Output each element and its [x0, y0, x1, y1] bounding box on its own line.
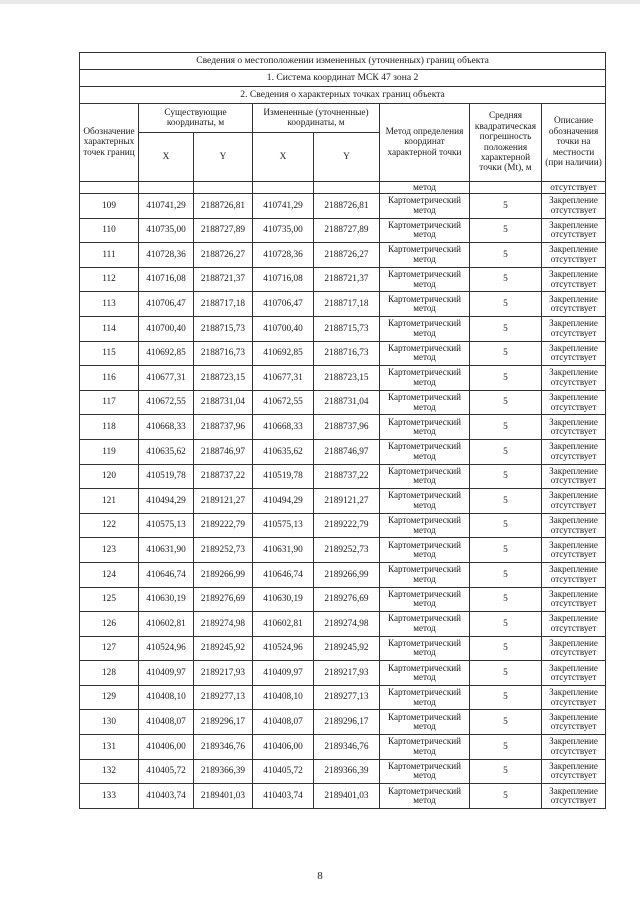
continuation-empty — [194, 182, 253, 194]
existing-x-cell: 410409,97 — [139, 661, 194, 686]
point-number-cell: 131 — [80, 735, 139, 760]
continuation-method: метод — [380, 182, 470, 194]
description-cell: Закрепление отсутствует — [542, 587, 606, 612]
description-cell: Закрепление отсутствует — [542, 538, 606, 563]
method-cell: Картометрический метод — [380, 194, 470, 219]
error-cell: 5 — [470, 587, 542, 612]
continuation-description: отсутствует — [542, 182, 606, 194]
existing-y-cell: 2188716,73 — [194, 341, 253, 366]
changed-x-cell: 410524,96 — [253, 636, 314, 661]
changed-y-cell: 2188717,18 — [314, 292, 380, 317]
header-changed-coordinates: Измененные (уточненные) координаты, м — [253, 104, 380, 133]
method-cell: Картометрический метод — [380, 710, 470, 735]
changed-x-cell: 410635,62 — [253, 439, 314, 464]
method-cell: Картометрический метод — [380, 415, 470, 440]
changed-x-cell: 410406,00 — [253, 735, 314, 760]
existing-x-cell: 410635,62 — [139, 439, 194, 464]
changed-x-cell: 410672,55 — [253, 390, 314, 415]
existing-x-cell: 410494,29 — [139, 489, 194, 514]
changed-y-cell: 2188727,89 — [314, 218, 380, 243]
changed-x-cell: 410408,07 — [253, 710, 314, 735]
changed-y-cell: 2188731,04 — [314, 390, 380, 415]
changed-x-cell: 410677,31 — [253, 366, 314, 391]
error-cell: 5 — [470, 243, 542, 268]
existing-y-cell: 2189266,99 — [194, 562, 253, 587]
point-number-cell: 123 — [80, 538, 139, 563]
continuation-empty — [314, 182, 380, 194]
description-cell: Закрепление отсутствует — [542, 784, 606, 809]
description-cell: Закрепление отсутствует — [542, 292, 606, 317]
description-cell: Закрепление отсутствует — [542, 612, 606, 637]
method-cell: Картометрический метод — [380, 587, 470, 612]
method-cell: Картометрический метод — [380, 685, 470, 710]
error-cell: 5 — [470, 513, 542, 538]
method-cell: Картометрический метод — [380, 735, 470, 760]
changed-y-cell: 2189245,92 — [314, 636, 380, 661]
existing-x-cell: 410408,07 — [139, 710, 194, 735]
existing-x-cell: 410575,13 — [139, 513, 194, 538]
existing-y-cell: 2188726,81 — [194, 194, 253, 219]
existing-y-cell: 2189366,39 — [194, 759, 253, 784]
point-number-cell: 114 — [80, 316, 139, 341]
existing-y-cell: 2189217,93 — [194, 661, 253, 686]
changed-y-cell: 2189217,93 — [314, 661, 380, 686]
table-row — [80, 784, 606, 809]
table-row — [80, 587, 606, 612]
table-row — [80, 735, 606, 760]
continuation-empty — [470, 182, 542, 194]
table-row — [80, 513, 606, 538]
coordinate-system: 1. Система координат МСК 47 зона 2 — [80, 70, 606, 87]
method-cell: Картометрический метод — [380, 218, 470, 243]
table-row — [80, 267, 606, 292]
existing-x-cell: 410602,81 — [139, 612, 194, 637]
header-existing-y: Y — [194, 133, 253, 182]
point-number-cell: 132 — [80, 759, 139, 784]
changed-y-cell: 2189346,76 — [314, 735, 380, 760]
page-number: 8 — [317, 870, 323, 882]
description-cell: Закрепление отсутствует — [542, 636, 606, 661]
table-row — [80, 243, 606, 268]
error-cell: 5 — [470, 415, 542, 440]
existing-y-cell: 2188746,97 — [194, 439, 253, 464]
header-method: Метод определения координат характерной точки — [380, 104, 470, 182]
table-row — [80, 415, 606, 440]
table-row — [80, 194, 606, 219]
error-cell: 5 — [470, 292, 542, 317]
error-cell: 5 — [470, 636, 542, 661]
error-cell: 5 — [470, 710, 542, 735]
method-cell: Картометрический метод — [380, 513, 470, 538]
point-number-cell: 109 — [80, 194, 139, 219]
continuation-empty — [253, 182, 314, 194]
point-number-cell: 121 — [80, 489, 139, 514]
method-cell: Картометрический метод — [380, 439, 470, 464]
header-changed-x: X — [253, 133, 314, 182]
error-cell: 5 — [470, 390, 542, 415]
header-existing-x: X — [139, 133, 194, 182]
changed-y-cell: 2189277,13 — [314, 685, 380, 710]
existing-y-cell: 2189277,13 — [194, 685, 253, 710]
description-cell: Закрепление отсутствует — [542, 685, 606, 710]
existing-y-cell: 2189276,69 — [194, 587, 253, 612]
point-number-cell: 120 — [80, 464, 139, 489]
existing-x-cell: 410700,40 — [139, 316, 194, 341]
changed-x-cell: 410519,78 — [253, 464, 314, 489]
continuation-row — [80, 182, 606, 194]
method-cell: Картометрический метод — [380, 489, 470, 514]
existing-y-cell: 2188721,37 — [194, 267, 253, 292]
description-cell: Закрепление отсутствует — [542, 489, 606, 514]
table-row — [80, 538, 606, 563]
point-number-cell: 119 — [80, 439, 139, 464]
changed-y-cell: 2189222,79 — [314, 513, 380, 538]
method-cell: Картометрический метод — [380, 636, 470, 661]
error-cell: 5 — [470, 341, 542, 366]
table-row — [80, 292, 606, 317]
method-cell: Картометрический метод — [380, 464, 470, 489]
points-section-title: 2. Сведения о характерных точках границ объекта — [80, 87, 606, 104]
existing-y-cell: 2188726,27 — [194, 243, 253, 268]
changed-x-cell: 410408,10 — [253, 685, 314, 710]
changed-x-cell: 410405,72 — [253, 759, 314, 784]
point-number-cell: 110 — [80, 218, 139, 243]
table-row — [80, 489, 606, 514]
continuation-empty — [139, 182, 194, 194]
changed-y-cell: 2189366,39 — [314, 759, 380, 784]
error-cell: 5 — [470, 366, 542, 391]
existing-y-cell: 2189296,17 — [194, 710, 253, 735]
table-row — [80, 661, 606, 686]
method-cell: Картометрический метод — [380, 390, 470, 415]
changed-y-cell: 2188726,81 — [314, 194, 380, 219]
existing-y-cell: 2189245,92 — [194, 636, 253, 661]
error-cell: 5 — [470, 759, 542, 784]
existing-x-cell: 410706,47 — [139, 292, 194, 317]
changed-x-cell: 410575,13 — [253, 513, 314, 538]
point-number-cell: 111 — [80, 243, 139, 268]
changed-x-cell: 410630,19 — [253, 587, 314, 612]
point-number-cell: 130 — [80, 710, 139, 735]
table-row — [80, 636, 606, 661]
existing-y-cell: 2189274,98 — [194, 612, 253, 637]
changed-x-cell: 410494,29 — [253, 489, 314, 514]
existing-x-cell: 410735,00 — [139, 218, 194, 243]
existing-x-cell: 410646,74 — [139, 562, 194, 587]
method-cell: Картометрический метод — [380, 538, 470, 563]
changed-x-cell: 410602,81 — [253, 612, 314, 637]
existing-x-cell: 410406,00 — [139, 735, 194, 760]
description-cell: Закрепление отсутствует — [542, 415, 606, 440]
scan-edge — [0, 0, 640, 4]
error-cell: 5 — [470, 735, 542, 760]
changed-y-cell: 2188746,97 — [314, 439, 380, 464]
changed-y-cell: 2189276,69 — [314, 587, 380, 612]
point-number-cell: 129 — [80, 685, 139, 710]
point-number-cell: 133 — [80, 784, 139, 809]
existing-x-cell: 410403,74 — [139, 784, 194, 809]
error-cell: 5 — [470, 316, 542, 341]
error-cell: 5 — [470, 194, 542, 219]
existing-y-cell: 2188717,18 — [194, 292, 253, 317]
method-cell: Картометрический метод — [380, 759, 470, 784]
changed-x-cell: 410700,40 — [253, 316, 314, 341]
error-cell: 5 — [470, 218, 542, 243]
changed-y-cell: 2189401,03 — [314, 784, 380, 809]
method-cell: Картометрический метод — [380, 661, 470, 686]
existing-x-cell: 410741,29 — [139, 194, 194, 219]
description-cell: Закрепление отсутствует — [542, 341, 606, 366]
table-row — [80, 341, 606, 366]
description-cell: Закрепление отсутствует — [542, 439, 606, 464]
header-point-name: Обозначение характерных точек границ — [80, 104, 139, 182]
changed-x-cell: 410706,47 — [253, 292, 314, 317]
error-cell: 5 — [470, 464, 542, 489]
changed-y-cell: 2188716,73 — [314, 341, 380, 366]
existing-y-cell: 2188737,22 — [194, 464, 253, 489]
table-row — [80, 562, 606, 587]
error-cell: 5 — [470, 784, 542, 809]
description-cell: Закрепление отсутствует — [542, 194, 606, 219]
existing-y-cell: 2189121,27 — [194, 489, 253, 514]
changed-x-cell: 410692,85 — [253, 341, 314, 366]
error-cell: 5 — [470, 267, 542, 292]
method-cell: Картометрический метод — [380, 267, 470, 292]
error-cell: 5 — [470, 562, 542, 587]
description-cell: Закрепление отсутствует — [542, 390, 606, 415]
existing-x-cell: 410631,90 — [139, 538, 194, 563]
description-cell: Закрепление отсутствует — [542, 218, 606, 243]
existing-y-cell: 2188715,73 — [194, 316, 253, 341]
existing-x-cell: 410716,08 — [139, 267, 194, 292]
existing-x-cell: 410524,96 — [139, 636, 194, 661]
changed-x-cell: 410735,00 — [253, 218, 314, 243]
method-cell: Картометрический метод — [380, 366, 470, 391]
existing-y-cell: 2188727,89 — [194, 218, 253, 243]
changed-y-cell: 2188737,96 — [314, 415, 380, 440]
table-row — [80, 759, 606, 784]
table-row — [80, 316, 606, 341]
method-cell: Картометрический метод — [380, 612, 470, 637]
existing-y-cell: 2189252,73 — [194, 538, 253, 563]
changed-y-cell: 2189266,99 — [314, 562, 380, 587]
changed-x-cell: 410728,36 — [253, 243, 314, 268]
point-number-cell: 127 — [80, 636, 139, 661]
existing-y-cell: 2189346,76 — [194, 735, 253, 760]
table-row — [80, 439, 606, 464]
changed-y-cell: 2188715,73 — [314, 316, 380, 341]
method-cell: Картометрический метод — [380, 316, 470, 341]
changed-y-cell: 2188737,22 — [314, 464, 380, 489]
table-row — [80, 366, 606, 391]
header-description: Описание обозначения точки на местности (при наличии) — [542, 104, 606, 182]
header-error: Средняя квадратическая погрешность положения характерной точки (Mt), м — [470, 104, 542, 182]
table-row — [80, 685, 606, 710]
method-cell: Картометрический метод — [380, 243, 470, 268]
description-cell: Закрепление отсутствует — [542, 513, 606, 538]
changed-y-cell: 2188723,15 — [314, 366, 380, 391]
changed-y-cell: 2189121,27 — [314, 489, 380, 514]
existing-x-cell: 410668,33 — [139, 415, 194, 440]
changed-x-cell: 410403,74 — [253, 784, 314, 809]
existing-y-cell: 2189401,03 — [194, 784, 253, 809]
point-number-cell: 125 — [80, 587, 139, 612]
changed-y-cell: 2189296,17 — [314, 710, 380, 735]
existing-y-cell: 2188723,15 — [194, 366, 253, 391]
continuation-empty — [80, 182, 139, 194]
existing-x-cell: 410692,85 — [139, 341, 194, 366]
existing-y-cell: 2188737,96 — [194, 415, 253, 440]
changed-y-cell: 2188721,37 — [314, 267, 380, 292]
description-cell: Закрепление отсутствует — [542, 316, 606, 341]
table-row — [80, 710, 606, 735]
point-number-cell: 117 — [80, 390, 139, 415]
changed-x-cell: 410716,08 — [253, 267, 314, 292]
description-cell: Закрепление отсутствует — [542, 464, 606, 489]
existing-x-cell: 410728,36 — [139, 243, 194, 268]
description-cell: Закрепление отсутствует — [542, 661, 606, 686]
description-cell: Закрепление отсутствует — [542, 243, 606, 268]
point-number-cell: 113 — [80, 292, 139, 317]
error-cell: 5 — [470, 439, 542, 464]
changed-y-cell: 2189252,73 — [314, 538, 380, 563]
existing-x-cell: 410408,10 — [139, 685, 194, 710]
description-cell: Закрепление отсутствует — [542, 759, 606, 784]
changed-x-cell: 410741,29 — [253, 194, 314, 219]
changed-x-cell: 410409,97 — [253, 661, 314, 686]
description-cell: Закрепление отсутствует — [542, 267, 606, 292]
error-cell: 5 — [470, 661, 542, 686]
error-cell: 5 — [470, 538, 542, 563]
table-row — [80, 612, 606, 637]
method-cell: Картометрический метод — [380, 562, 470, 587]
point-number-cell: 112 — [80, 267, 139, 292]
table-row — [80, 464, 606, 489]
point-number-cell: 126 — [80, 612, 139, 637]
method-cell: Картометрический метод — [380, 341, 470, 366]
table-title: Сведения о местоположении измененных (уточненных) границ объекта — [80, 53, 606, 70]
error-cell: 5 — [470, 489, 542, 514]
point-number-cell: 116 — [80, 366, 139, 391]
error-cell: 5 — [470, 685, 542, 710]
changed-x-cell: 410646,74 — [253, 562, 314, 587]
existing-y-cell: 2189222,79 — [194, 513, 253, 538]
table-row — [80, 390, 606, 415]
existing-x-cell: 410519,78 — [139, 464, 194, 489]
point-number-cell: 124 — [80, 562, 139, 587]
header-existing-coordinates: Существующие координаты, м — [139, 104, 253, 133]
table-row — [80, 218, 606, 243]
point-number-cell: 118 — [80, 415, 139, 440]
error-cell: 5 — [470, 612, 542, 637]
method-cell: Картометрический метод — [380, 784, 470, 809]
changed-y-cell: 2189274,98 — [314, 612, 380, 637]
changed-y-cell: 2188726,27 — [314, 243, 380, 268]
existing-y-cell: 2188731,04 — [194, 390, 253, 415]
description-cell: Закрепление отсутствует — [542, 735, 606, 760]
point-number-cell: 115 — [80, 341, 139, 366]
changed-x-cell: 410631,90 — [253, 538, 314, 563]
header-changed-y: Y — [314, 133, 380, 182]
method-cell: Картометрический метод — [380, 292, 470, 317]
boundary-points-table — [79, 52, 606, 809]
point-number-cell: 122 — [80, 513, 139, 538]
description-cell: Закрепление отсутствует — [542, 366, 606, 391]
existing-x-cell: 410405,72 — [139, 759, 194, 784]
point-number-cell: 128 — [80, 661, 139, 686]
description-cell: Закрепление отсутствует — [542, 710, 606, 735]
existing-x-cell: 410630,19 — [139, 587, 194, 612]
existing-x-cell: 410672,55 — [139, 390, 194, 415]
changed-x-cell: 410668,33 — [253, 415, 314, 440]
existing-x-cell: 410677,31 — [139, 366, 194, 391]
description-cell: Закрепление отсутствует — [542, 562, 606, 587]
